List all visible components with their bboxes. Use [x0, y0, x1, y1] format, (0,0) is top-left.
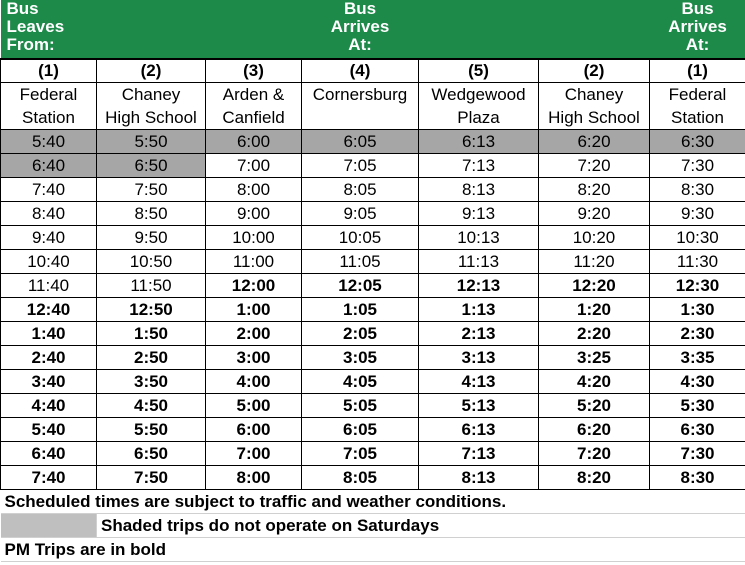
time-cell: 12:20	[539, 274, 650, 298]
traffic-note-row	[1, 490, 745, 514]
time-cell: 4:40	[1, 394, 97, 418]
time-cell: 7:50	[97, 466, 206, 490]
time-cell: 10:13	[419, 226, 539, 250]
time-cell: 2:20	[539, 322, 650, 346]
time-cell: 2:00	[206, 322, 302, 346]
header-gap	[206, 0, 302, 59]
time-cell: 2:50	[97, 346, 206, 370]
time-cell: 7:40	[1, 466, 97, 490]
time-cell: 6:20	[539, 418, 650, 442]
time-cell: 5:30	[650, 394, 745, 418]
time-cell: 7:20	[539, 154, 650, 178]
time-cell: 4:13	[419, 370, 539, 394]
time-cell: 6:40	[1, 442, 97, 466]
arrives-at-right-header	[650, 0, 745, 59]
stop-name-line: High School	[105, 108, 197, 127]
time-cell: 12:13	[419, 274, 539, 298]
time-cell: 1:50	[97, 322, 206, 346]
stop-number-cell: (2)	[97, 59, 206, 83]
time-cell: 6:05	[302, 130, 419, 154]
time-cell: 2:40	[1, 346, 97, 370]
time-cell: 4:00	[206, 370, 302, 394]
leaves-label-2: Leaves	[6, 17, 65, 36]
time-cell: 10:00	[206, 226, 302, 250]
bold-note: PM Trips are in bold	[1, 538, 745, 562]
time-cell: 8:40	[1, 202, 97, 226]
time-cell: 9:50	[97, 226, 206, 250]
time-cell: 7:20	[539, 442, 650, 466]
time-cell: 1:30	[650, 298, 745, 322]
time-cell: 11:05	[302, 250, 419, 274]
time-cell: 3:50	[97, 370, 206, 394]
trip-row	[1, 466, 745, 490]
time-cell: 7:50	[97, 178, 206, 202]
arrives-at-mid-header	[302, 0, 419, 59]
time-cell: 7:00	[206, 154, 302, 178]
time-cell: 8:20	[539, 178, 650, 202]
time-cell: 5:13	[419, 394, 539, 418]
time-cell: 8:50	[97, 202, 206, 226]
leaves-from-header	[1, 0, 97, 59]
time-cell: 1:20	[539, 298, 650, 322]
header-gap	[97, 0, 206, 59]
time-cell: 9:05	[302, 202, 419, 226]
time-cell: 2:13	[419, 322, 539, 346]
time-cell: 5:05	[302, 394, 419, 418]
trip-row	[1, 370, 745, 394]
stop-name-cell	[539, 83, 650, 130]
time-cell: 6:00	[206, 418, 302, 442]
time-cell: 11:20	[539, 250, 650, 274]
time-cell: 8:05	[302, 466, 419, 490]
time-cell: 6:50	[97, 154, 206, 178]
leaves-label-1: Bus	[6, 0, 39, 18]
stop-number-cell: (3)	[206, 59, 302, 83]
time-cell: 8:00	[206, 466, 302, 490]
arrives-mid-label-1: Bus	[343, 0, 377, 18]
stop-name-line: Federal	[19, 85, 78, 104]
stop-number-cell: (2)	[539, 59, 650, 83]
time-cell: 8:30	[650, 178, 745, 202]
stop-name-cell	[419, 83, 539, 130]
trip-row	[1, 442, 745, 466]
stop-name-line: High School	[548, 108, 640, 127]
time-cell: 10:40	[1, 250, 97, 274]
time-cell: 10:05	[302, 226, 419, 250]
stop-number-cell: (4)	[302, 59, 419, 83]
stop-name-cell	[650, 83, 745, 130]
time-cell: 11:40	[1, 274, 97, 298]
stop-name-row	[1, 83, 745, 130]
stop-name-line: Canfield	[222, 108, 285, 127]
time-cell: 7:13	[419, 154, 539, 178]
time-cell: 6:13	[419, 130, 539, 154]
time-cell: 9:20	[539, 202, 650, 226]
stop-name-line: Wedgewood	[431, 85, 526, 104]
trip-row	[1, 154, 745, 178]
time-cell: 5:20	[539, 394, 650, 418]
time-cell: 9:00	[206, 202, 302, 226]
trip-row	[1, 202, 745, 226]
time-cell: 12:05	[302, 274, 419, 298]
time-cell: 6:50	[97, 442, 206, 466]
header-gap	[419, 0, 539, 59]
time-cell: 3:40	[1, 370, 97, 394]
stop-name-line: Station	[671, 108, 724, 127]
time-cell: 3:35	[650, 346, 745, 370]
leaves-label-3: From:	[6, 35, 55, 54]
time-cell: 6:05	[302, 418, 419, 442]
trip-row	[1, 346, 745, 370]
time-cell: 4:20	[539, 370, 650, 394]
stop-number-cell: (1)	[650, 59, 745, 83]
stop-name-cell	[1, 83, 97, 130]
time-cell: 5:40	[1, 418, 97, 442]
stop-name-cell	[302, 83, 419, 130]
shade-legend-swatch	[1, 514, 97, 538]
time-cell: 4:05	[302, 370, 419, 394]
stop-name-line: Chaney	[564, 85, 624, 104]
arrives-right-label-1: Bus	[681, 0, 714, 18]
time-cell: 7:30	[650, 154, 745, 178]
trip-row	[1, 394, 745, 418]
time-cell: 11:13	[419, 250, 539, 274]
shaded-note-row	[1, 514, 745, 538]
time-cell: 9:40	[1, 226, 97, 250]
time-cell: 4:50	[97, 394, 206, 418]
stop-name-line: Cornersburg	[312, 85, 408, 104]
time-cell: 1:13	[419, 298, 539, 322]
time-cell: 10:50	[97, 250, 206, 274]
time-cell: 8:13	[419, 466, 539, 490]
stop-name-line: Arden &	[222, 85, 285, 104]
time-cell: 8:05	[302, 178, 419, 202]
time-cell: 5:00	[206, 394, 302, 418]
time-cell: 11:50	[97, 274, 206, 298]
stop-name-line: Station	[22, 108, 75, 127]
arrives-right-label-3: At:	[685, 35, 710, 54]
time-cell: 5:40	[1, 130, 97, 154]
time-cell: 5:50	[97, 418, 206, 442]
time-cell: 8:00	[206, 178, 302, 202]
shaded-note: Shaded trips do not operate on Saturdays	[97, 514, 745, 538]
time-cell: 7:05	[302, 154, 419, 178]
bold-note-row	[1, 538, 745, 562]
stop-number-cell: (1)	[1, 59, 97, 83]
stop-name-cell	[97, 83, 206, 130]
time-cell: 11:30	[650, 250, 745, 274]
trip-row	[1, 226, 745, 250]
trip-row	[1, 322, 745, 346]
trip-row	[1, 298, 745, 322]
time-cell: 1:40	[1, 322, 97, 346]
stop-number-cell: (5)	[419, 59, 539, 83]
time-cell: 7:40	[1, 178, 97, 202]
arrives-mid-label-3: At:	[348, 35, 372, 54]
time-cell: 9:30	[650, 202, 745, 226]
traffic-note: Scheduled times are subject to traffic and weather conditions.	[1, 490, 745, 514]
time-cell: 12:00	[206, 274, 302, 298]
time-cell: 2:05	[302, 322, 419, 346]
time-cell: 9:13	[419, 202, 539, 226]
time-cell: 6:40	[1, 154, 97, 178]
time-cell: 8:13	[419, 178, 539, 202]
time-cell: 7:30	[650, 442, 745, 466]
stop-name-line: Plaza	[457, 108, 500, 127]
time-cell: 12:40	[1, 298, 97, 322]
time-cell: 1:00	[206, 298, 302, 322]
time-cell: 7:05	[302, 442, 419, 466]
time-cell: 6:20	[539, 130, 650, 154]
time-cell: 3:00	[206, 346, 302, 370]
time-cell: 4:30	[650, 370, 745, 394]
time-cell: 8:30	[650, 466, 745, 490]
time-cell: 6:30	[650, 130, 745, 154]
trip-row	[1, 418, 745, 442]
time-cell: 5:50	[97, 130, 206, 154]
arrives-mid-label-2: Arrives	[330, 17, 390, 36]
time-cell: 3:05	[302, 346, 419, 370]
stop-name-line: Chaney	[121, 85, 181, 104]
trip-row	[1, 274, 745, 298]
stop-name-line: Federal	[668, 85, 727, 104]
time-cell: 6:00	[206, 130, 302, 154]
time-cell: 10:30	[650, 226, 745, 250]
time-cell: 11:00	[206, 250, 302, 274]
trip-row	[1, 178, 745, 202]
trip-row	[1, 130, 745, 154]
stop-name-cell	[206, 83, 302, 130]
time-cell: 7:00	[206, 442, 302, 466]
time-cell: 10:20	[539, 226, 650, 250]
time-cell: 3:25	[539, 346, 650, 370]
time-cell: 6:13	[419, 418, 539, 442]
time-cell: 12:30	[650, 274, 745, 298]
arrives-right-label-2: Arrives	[668, 17, 727, 36]
time-cell: 7:13	[419, 442, 539, 466]
stop-number-row	[1, 59, 745, 83]
time-cell: 3:13	[419, 346, 539, 370]
time-cell: 8:20	[539, 466, 650, 490]
time-cell: 12:50	[97, 298, 206, 322]
time-cell: 2:30	[650, 322, 745, 346]
time-cell: 1:05	[302, 298, 419, 322]
header-row	[1, 0, 745, 59]
header-gap	[539, 0, 650, 59]
time-cell: 6:30	[650, 418, 745, 442]
trip-row	[1, 250, 745, 274]
